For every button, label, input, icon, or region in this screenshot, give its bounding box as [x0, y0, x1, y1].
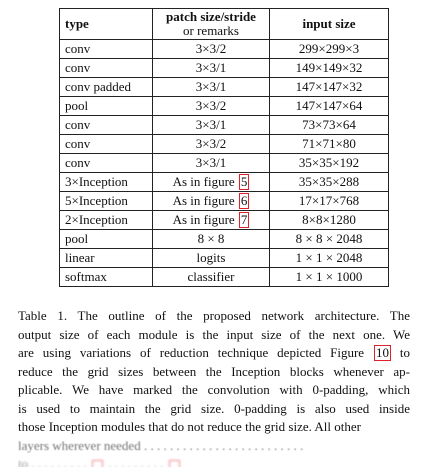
cell-type: pool — [60, 230, 153, 249]
cell-input-size: 1 × 1 × 2048 — [270, 249, 389, 268]
cell-patch-text: 3×3/2 — [195, 98, 227, 113]
cell-type: 2×Inception — [60, 211, 153, 230]
cell-patch-text: As in figure — [172, 174, 235, 189]
cell-input-size: 17×17×768 — [270, 192, 389, 211]
cell-input-size: 8 × 8 × 2048 — [270, 230, 389, 249]
header-patch-line1: patch size/stride — [166, 9, 256, 24]
cell-patch-text: 3×3/2 — [195, 41, 227, 56]
cell-type: pool — [60, 97, 153, 116]
cell-patch-text: classifier — [187, 269, 235, 284]
table-caption — [18, 307, 410, 437]
cell-input-size: 1 × 1 × 1000 — [270, 268, 389, 287]
figure-reference-link[interactable] — [92, 460, 103, 467]
table-row — [60, 230, 389, 249]
caption-line: is used to maintain the grid size. 0-padding is also used inside — [18, 400, 410, 416]
cell-patch — [153, 40, 270, 59]
cell-type: 5×Inception — [60, 192, 153, 211]
blurred-text-line: to . . . . . . . . . . . . . . . . . . — [18, 455, 410, 467]
cropped-text-region — [18, 437, 410, 467]
header-patch — [153, 9, 270, 40]
cell-patch-text: As in figure — [172, 193, 235, 208]
caption-line: those Inception modules that do not reduce the grid size. All other — [18, 419, 361, 434]
table-row — [60, 249, 389, 268]
cell-input-size: 149×149×32 — [270, 59, 389, 78]
table-row — [60, 211, 389, 230]
cell-input-size: 35×35×288 — [270, 173, 389, 192]
cell-patch — [153, 97, 270, 116]
figure-reference-link[interactable]: 10 — [375, 345, 389, 360]
cell-type: conv — [60, 116, 153, 135]
cell-patch — [153, 59, 270, 78]
caption-line — [18, 344, 410, 363]
cell-patch — [153, 173, 270, 192]
figure-reference-link[interactable]: 7 — [240, 212, 248, 227]
table-row — [60, 78, 389, 97]
blurred-text-line: layers wherever needed . . . . . . . . . . . . . . . . . . . . . . . . . — [18, 438, 304, 453]
table-header-row — [60, 9, 389, 40]
header-type: type — [60, 9, 153, 40]
cell-patch-text: 8 × 8 — [197, 231, 225, 246]
figure-reference-link[interactable]: 6 — [240, 193, 248, 208]
header-input: input size — [270, 9, 389, 40]
caption-text: to — [399, 345, 411, 360]
cell-input-size: 299×299×3 — [270, 40, 389, 59]
cell-input-size: 8×8×1280 — [270, 211, 389, 230]
caption-line: Table 1. The outline of the proposed network architecture. The — [18, 308, 410, 323]
cell-patch — [153, 116, 270, 135]
cell-patch-text: logits — [196, 250, 226, 265]
cell-patch-text: 3×3/1 — [195, 60, 227, 75]
cell-patch — [153, 268, 270, 287]
cell-patch-text: 3×3/1 — [195, 79, 227, 94]
caption-line: output size of each module is the input size of the next one. We — [18, 326, 410, 342]
table-row — [60, 40, 389, 59]
cell-patch — [153, 211, 270, 230]
cell-patch — [153, 249, 270, 268]
architecture-table — [59, 8, 389, 287]
table-row — [60, 268, 389, 287]
cell-patch-text: 3×3/1 — [195, 155, 227, 170]
cell-patch-text: As in figure — [172, 212, 235, 227]
cell-patch-text: 3×3/2 — [195, 136, 227, 151]
cell-patch-text: 3×3/1 — [195, 117, 227, 132]
cell-input-size: 71×71×80 — [270, 135, 389, 154]
figure-reference-link[interactable] — [169, 460, 180, 467]
table-row — [60, 59, 389, 78]
caption-line: plicable. We have marked the convolution with 0-padding, which — [18, 382, 410, 397]
cell-type: softmax — [60, 268, 153, 287]
cell-patch — [153, 230, 270, 249]
header-patch-line2: or remarks — [183, 23, 239, 38]
cell-patch — [153, 135, 270, 154]
cell-type: conv — [60, 59, 153, 78]
table-row — [60, 154, 389, 173]
cell-type: 3×Inception — [60, 173, 153, 192]
cell-type: linear — [60, 249, 153, 268]
cell-type: conv — [60, 135, 153, 154]
table-row — [60, 173, 389, 192]
table-row — [60, 97, 389, 116]
cell-patch — [153, 78, 270, 97]
cell-input-size: 73×73×64 — [270, 116, 389, 135]
table-row — [60, 135, 389, 154]
caption-line: reduce the grid sizes between the Inception blocks whenever ap- — [18, 363, 410, 379]
cell-input-size: 147×147×64 — [270, 97, 389, 116]
caption-text: are using variations of reduction technique depicted Figure — [18, 345, 365, 360]
cell-input-size: 35×35×192 — [270, 154, 389, 173]
cell-patch — [153, 154, 270, 173]
cell-patch — [153, 192, 270, 211]
cell-type: conv — [60, 40, 153, 59]
table-row — [60, 116, 389, 135]
figure-reference-link[interactable]: 5 — [240, 174, 248, 189]
cell-type: conv padded — [60, 78, 153, 97]
cell-input-size: 147×147×32 — [270, 78, 389, 97]
cell-type: conv — [60, 154, 153, 173]
table-row — [60, 192, 389, 211]
table-body — [60, 40, 389, 287]
